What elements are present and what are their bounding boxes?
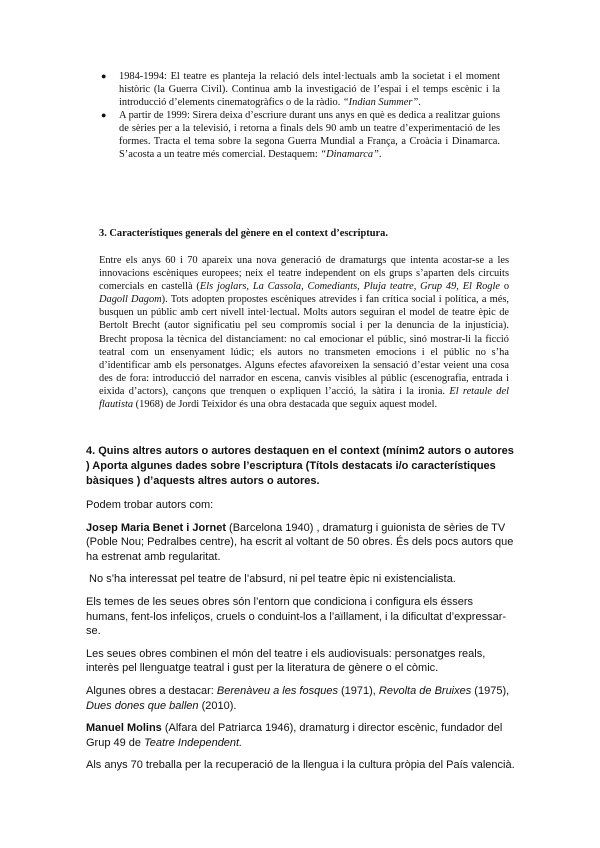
period-bullet-list <box>100 70 500 161</box>
theatre-groups: Els joglars, La Cassola, Comediants, Pluja teatre, Grup 49, El Rogle <box>199 281 500 293</box>
section-4-heading: 4. Quins altres autors o autores destaquen en el context (mínim2 autors o autores ) Aporta algunes dades sobre l’escriptura (Títols destacats i/o característiques bàsiques ) d’aquests altres autors o autores. <box>86 445 514 487</box>
combine-paragraph: Les seues obres combinen el món del teatre i els audiovisuals: personatges reals, interès pel llenguatge teatral i gust per la literatura de gènere o el còmic. <box>86 647 486 675</box>
bullet-text: A partir de 1999: Sirera deixa d’escriure durant uns anys en què es dedica a realitzar guions de sèries per a la televisió, i retorna a finals dels 90 amb un teatre d’experimentació de les formes. Tracta el tema sobre la segona Guerra Mundial a França, a Croàcia i Dinamarca. S’acosta a un teatre més comercial. Destaquem: <box>119 110 500 160</box>
bullet-text: 1984-1994: El teatre es planteja la relació dels intel·lectuals amb la societat i el moment històric (la Guerra Civil). Continua amb la investigació de l’espai i el temps escènic i la introducció d’elements cinematogràfics o de la ràdio. <box>119 71 500 108</box>
works-paragraph <box>86 684 516 713</box>
section-4 <box>86 444 516 781</box>
work-title: Revolta de Bruixes <box>378 684 472 697</box>
author-name: Josep Maria Benet i Jornet <box>86 521 226 534</box>
theatre-group-dagoll: Dagoll Dagom <box>99 294 162 306</box>
bullet-tail: . <box>378 149 382 160</box>
text-run: Algunes obres a destacar: <box>86 684 217 697</box>
section-3-paragraph <box>99 254 509 411</box>
text-run: (Barcelona 1940) , dramaturg i guionista de sèries de TV (Poble Nou; Pedralbes centre), ha escrit al voltant de 50 obres. És dels pocs autors que ha estrenat amb regularitat. <box>86 521 514 563</box>
bullet-icon: ● <box>101 71 107 81</box>
text-run: (Alfara del Patriarca 1946), dramaturg i director escènic, fundador del Grup 49 de <box>86 722 503 749</box>
bullet-tail: . <box>418 97 421 108</box>
section-3-heading: 3. Característiques generals del gènere en el context d’escriptura. <box>99 228 388 239</box>
bullet-title: “Indian Summer” <box>342 97 419 108</box>
text-run: Entre els anys 60 i 70 apareix una nova generació de dramaturgs que intenta acostar-se a les innovacions escèniques europees; neix el teatre independent on els grups s’aparten dels circuits comercials en castellà ( <box>99 255 509 293</box>
section-3 <box>99 227 509 411</box>
work-title: Berenàveu a les fosques <box>216 684 338 697</box>
absurd-paragraph: No s’ha interessat pel teatre de l’absurd, ni pel teatre èpic ni existencialista. <box>89 573 456 586</box>
author-name: Manuel Molins <box>86 722 162 735</box>
work-title: El retaule del flautista <box>99 385 509 411</box>
molins-paragraph <box>86 721 516 750</box>
group-name: Teatre Independent. <box>144 736 243 749</box>
text-run: (1968) de Jordi Teixidor és una obra destacada que seguix aquest model. <box>133 399 438 411</box>
bullet-title: “Dinamarca” <box>320 149 379 160</box>
text-run: (1975), <box>471 684 510 697</box>
benet-paragraph <box>86 521 516 565</box>
work-title: Dues dones que ballen <box>86 699 199 712</box>
text-run: (2010). <box>198 699 237 712</box>
list-item <box>100 109 500 161</box>
bullet-icon: ● <box>101 110 107 120</box>
text-run: o <box>500 281 510 293</box>
text-run: (1971), <box>337 684 379 697</box>
intro-paragraph: Podem trobar autors com: <box>86 499 214 511</box>
text-run: ). Tots adopten propostes escèniques atrevides i fan crítica social i política, a més, busquen un públic amb cert nivell intel·lectual. Molts autors seguiran el model de teatre èpic de Bertolt Brecht (autor significatiu pel seu compromís social i per la denuncia de la injustícia). Brecht proposa la tècnica del distanciament: no cal emocionar el públic, sinó mostrar-li la ficció teatral com un ensenyament lúdic; els autors no transmeten emocions i el públic no s’ha d’identificar amb els personatges. Alguns efectes afavoreixen la sensació d’estar veient una cosa des de fora: introducció del narrador en escena, canvis visibles al públic (escenografia, entrada i eixida d’actors), cançons que trenquen o expliquen l’acció, la sàtira i la ironia. <box>99 294 509 397</box>
themes-paragraph: Els temes de les seues obres són l’entorn que condiciona i configura els éssers humans, fent-los infeliços, cruels o conduint-los a l’aïllament, i la dificultat d’expressar-se. <box>86 595 507 638</box>
list-item <box>100 70 500 109</box>
seventies-paragraph: Als anys 70 treballa per la recuperació de la llengua i la cultura pròpia del País valencià. <box>86 759 515 772</box>
